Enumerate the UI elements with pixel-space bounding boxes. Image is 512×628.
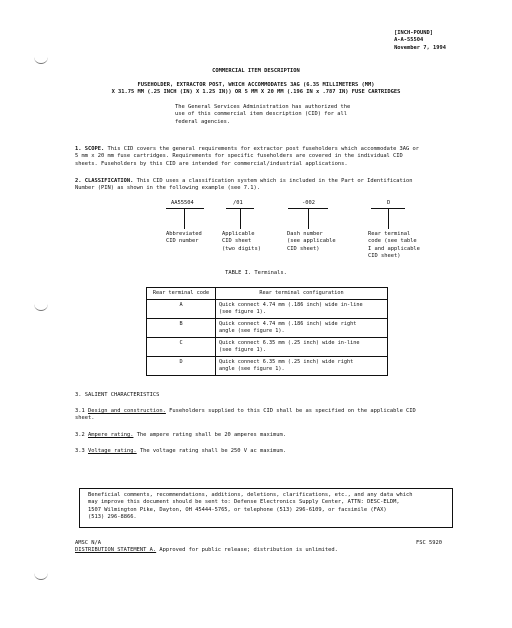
pin-desc-line: CID number bbox=[166, 238, 199, 245]
pin-connector bbox=[184, 209, 185, 229]
pin-desc-line: CID sheet bbox=[222, 238, 252, 245]
item-title-line2: X 31.75 MM (.25 INCH (IN) X 1.25 IN)) OR 5 MM X 20 MM (.196 IN x .787 IN) FUSE CARTRIDGES bbox=[111, 89, 401, 95]
pin-part-dash: -002 bbox=[302, 200, 315, 206]
document-date: November 7, 1994 bbox=[394, 44, 446, 51]
pin-part-sheet: /01 bbox=[233, 200, 243, 206]
table-row bbox=[147, 357, 388, 376]
config-line: Quick connect 4.74 mm (.186 inch) wide in-line bbox=[219, 302, 363, 309]
table-row bbox=[147, 338, 388, 357]
document-header bbox=[394, 30, 446, 52]
terminal-config bbox=[216, 338, 388, 357]
terminal-code: D bbox=[147, 357, 216, 376]
section-text: The voltage rating shall be 250 V ac maximum. bbox=[139, 448, 286, 454]
section-number: 3.2 bbox=[75, 432, 85, 438]
pin-desc-line: (two digits) bbox=[222, 245, 261, 252]
amsc-label: AMSC N/A bbox=[75, 540, 101, 546]
terminal-code: A bbox=[147, 300, 216, 319]
scope-text: sheets. Fuseholders by this CID are intended for commercial/industrial applications. bbox=[75, 160, 348, 167]
terminal-code: B bbox=[147, 319, 216, 338]
comments-line: 1507 Wilmington Pike, Dayton, OH 45444-5765, or telephone (513) 296-6109, or facsimile (FAX) bbox=[88, 506, 387, 513]
distribution-text: Approved for public release; distribution is unlimited. bbox=[159, 547, 338, 553]
pin-desc-line: Abbreviated bbox=[166, 231, 202, 237]
config-line: Quick connect 6.35 mm (.25 inch) wide in-line bbox=[219, 340, 360, 347]
pin-desc-cid bbox=[166, 231, 202, 246]
scope-label: 1. SCOPE. bbox=[75, 146, 105, 152]
table-caption: TABLE I. Terminals. bbox=[225, 270, 287, 276]
section-text: The ampere rating shall be 20 amperes maximum. bbox=[136, 432, 286, 438]
pin-part-cid: AA55504 bbox=[171, 200, 194, 206]
section-number: 3.3 bbox=[75, 448, 85, 454]
authorization-line: use of this commercial item description (CID) for all bbox=[175, 111, 348, 118]
config-line: (see figure 1). bbox=[219, 347, 266, 354]
authorization-line: federal agencies. bbox=[175, 118, 231, 125]
column-header: Rear terminal code bbox=[147, 288, 216, 300]
comments-box bbox=[79, 488, 453, 528]
scope-text: This CID covers the general requirements for extractor post fuseholders which accommodate 3AG or bbox=[107, 146, 420, 152]
column-header: Rear terminal configuration bbox=[216, 288, 388, 300]
authorization-note bbox=[175, 104, 350, 126]
pin-desc-terminal bbox=[368, 231, 420, 260]
terminal-config bbox=[216, 300, 388, 319]
section-title: Voltage rating. bbox=[88, 448, 137, 454]
comments-line: (513) 296-8866. bbox=[88, 513, 137, 520]
pin-desc-line: Rear terminal bbox=[368, 231, 411, 237]
classification-text: This CID uses a classification system which is included in the Part or Identification bbox=[136, 178, 413, 184]
pin-connector bbox=[240, 209, 241, 229]
table-row bbox=[147, 319, 388, 338]
hole-punch-mark bbox=[34, 304, 48, 311]
distribution-statement bbox=[75, 547, 338, 554]
classification-text: Number (PIN) as shown in the following example (see 7.1). bbox=[75, 185, 260, 192]
hole-punch-mark bbox=[34, 57, 48, 64]
comments-line: Beneficial comments, recommendations, additions, deletions, clarifications, etc., and any data which bbox=[88, 492, 413, 498]
terminal-code: C bbox=[147, 338, 216, 357]
section-title: Ampere rating. bbox=[88, 432, 134, 438]
pin-underline bbox=[166, 208, 204, 209]
salient-3-2 bbox=[75, 432, 286, 439]
terminals-table bbox=[146, 287, 388, 376]
section-text: sheet. bbox=[75, 415, 95, 422]
pin-desc-line: CID sheet) bbox=[368, 252, 401, 259]
table-header-row bbox=[147, 288, 388, 300]
pin-desc-line: (see applicable bbox=[287, 238, 336, 245]
terminal-config bbox=[216, 319, 388, 338]
pin-desc-line: Dash number bbox=[287, 231, 323, 237]
config-line: angle (see figure 1). bbox=[219, 328, 285, 335]
config-line: Quick connect 4.74 mm (.186 inch) wide right bbox=[219, 321, 357, 328]
pin-connector bbox=[388, 209, 389, 229]
pin-desc-line: Applicable bbox=[222, 231, 255, 237]
pin-connector bbox=[308, 209, 309, 229]
inch-pound-label: [INCH-POUND] bbox=[394, 30, 434, 36]
classification-label: 2. CLASSIFICATION. bbox=[75, 178, 134, 184]
terminal-config bbox=[216, 357, 388, 376]
config-line: Quick connect 6.35 mm (.25 inch) wide right bbox=[219, 359, 354, 366]
comments-line: may improve this document should be sent to: Defense Electronics Supply Center, ATTN: DESC-ELDM, bbox=[88, 499, 400, 506]
config-line: (see figure 1). bbox=[219, 309, 266, 316]
pin-desc-line: code (see table bbox=[368, 238, 417, 245]
section-text: Fuseholders supplied to this CID shall be as specified on the applicable CID bbox=[169, 408, 416, 414]
distribution-label: DISTRIBUTION STATEMENT A. bbox=[75, 547, 157, 553]
authorization-line: The General Services Administration has authorized the bbox=[175, 104, 351, 110]
table-row bbox=[147, 300, 388, 319]
pin-desc-dash bbox=[287, 231, 336, 253]
item-title-line1: FUSEHOLDER, EXTRACTOR POST, WHICH ACCOMMODATES 3AG (6.35 MILLIMETERS (MM) bbox=[137, 82, 375, 88]
scope-section bbox=[75, 146, 467, 168]
page-title: COMMERCIAL ITEM DESCRIPTION bbox=[212, 68, 300, 74]
salient-3-3 bbox=[75, 448, 286, 455]
section-title: Design and construction. bbox=[88, 408, 166, 414]
pin-desc-sheet bbox=[222, 231, 261, 253]
salient-heading: 3. SALIENT CHARACTERISTICS bbox=[75, 392, 160, 398]
config-line: angle (see figure 1). bbox=[219, 366, 285, 373]
salient-3-1 bbox=[75, 408, 467, 423]
classification-section bbox=[75, 178, 467, 193]
pin-desc-line: I and applicable bbox=[368, 245, 420, 252]
pin-part-terminal: D bbox=[387, 200, 391, 206]
pin-desc-line: CID sheet) bbox=[287, 245, 320, 252]
document-number: A-A-55504 bbox=[394, 37, 424, 44]
scope-text: 5 mm x 20 mm fuse cartridges. Requirements for specific fuseholders are covered in the individual CID bbox=[75, 153, 403, 160]
section-number: 3.1 bbox=[75, 408, 85, 414]
fsc-label: FSC 5920 bbox=[416, 540, 442, 546]
hole-punch-mark bbox=[34, 573, 48, 580]
